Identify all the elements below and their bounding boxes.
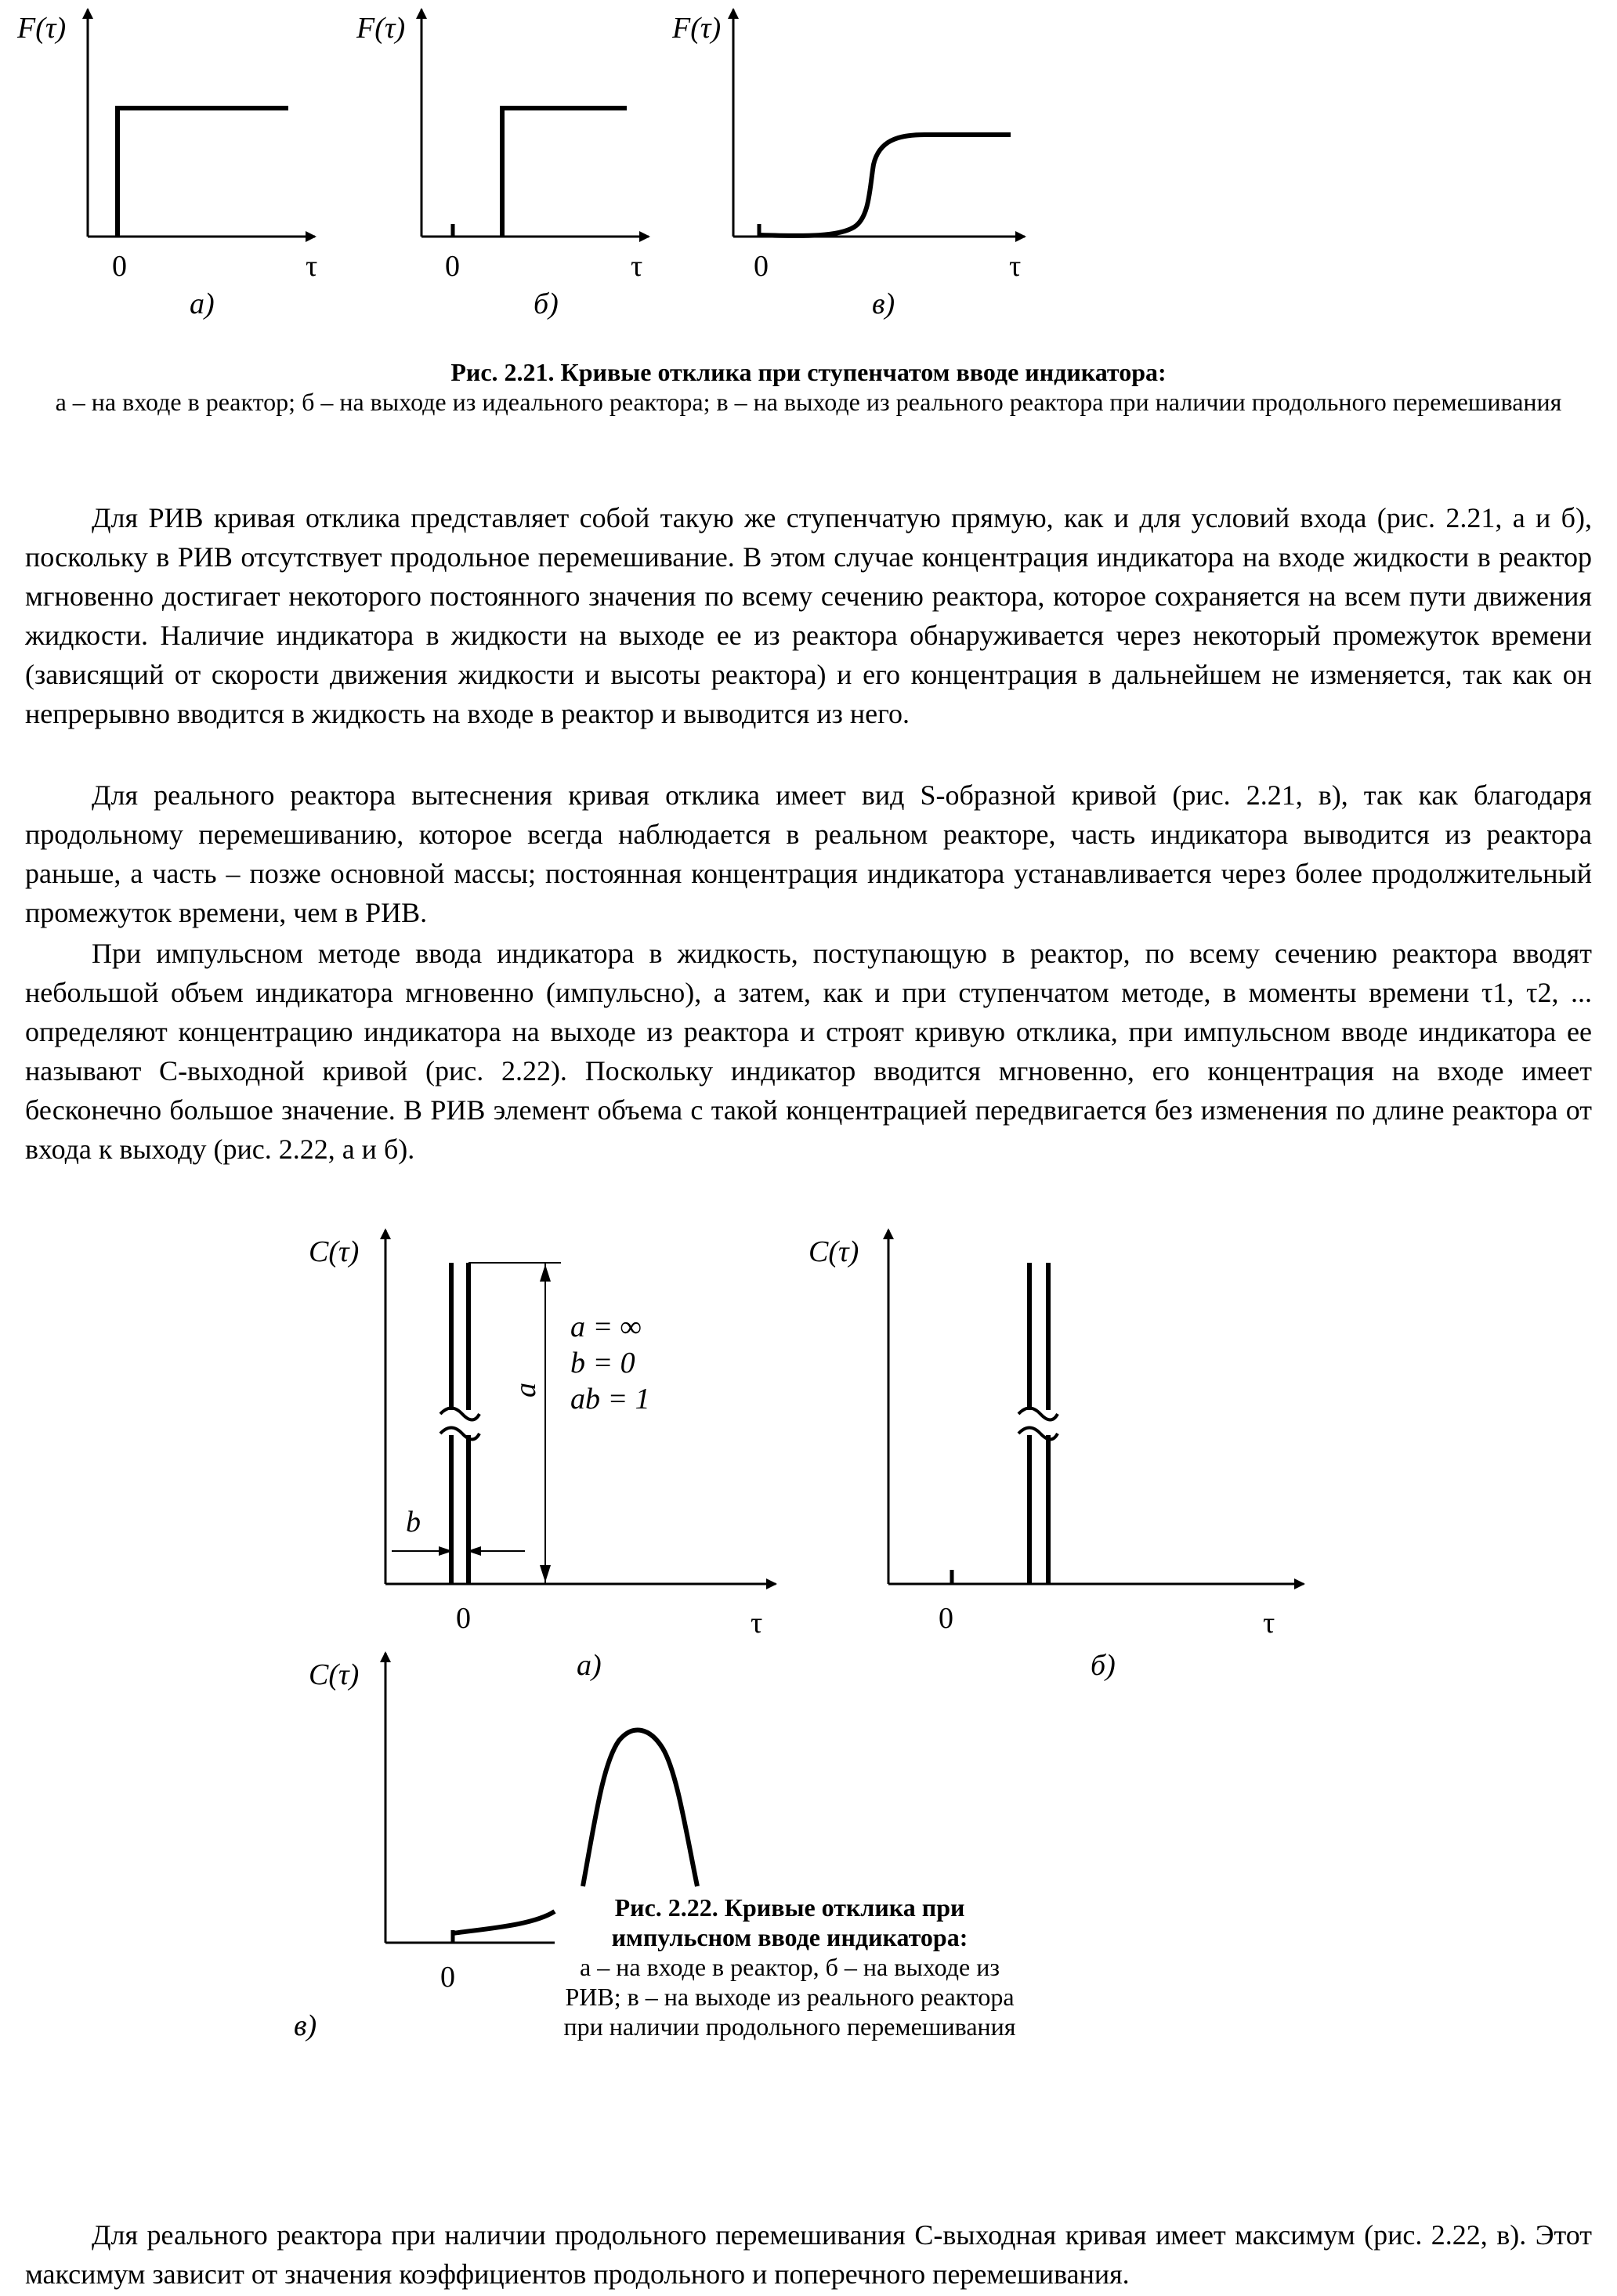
fig222-panel-c-label: в) <box>294 2009 317 2042</box>
fig222-a-dim-b-label: b <box>406 1506 421 1539</box>
fig222-caption-body: а – на входе в реактор, б – на выходе из РИВ; в – на выходе из реального реактора при наличии продольного перемешивания <box>563 1953 1016 2041</box>
fig221-a-origin: 0 <box>112 250 127 283</box>
fig222-eq-a-inf: a = ∞ <box>570 1311 642 1343</box>
fig222-eq-b-zero: b = 0 <box>570 1347 635 1379</box>
fig222-a-y-label: C(τ) <box>309 1235 360 1268</box>
fig222-caption <box>555 1893 1025 2041</box>
fig222-a-x-label: τ <box>751 1607 763 1640</box>
paragraph-3: При импульсном методе ввода индикатора в жидкость, поступающую в реактор, по всему сечению реактора вводят небольшой объем индикатора мгновенно (импульсно), а затем, как и при ступенчатом методе, в моменты времени τ1, τ2, ... определяют концентрацию индикатора на выходе из реактора и строят кривую отклика, при импульсном вводе индикатора ее называют C-выходной кривой (рис. 2.22). Поскольку индикатор вводится мгновенно, его концентрация на входе имеет бесконечно большое значение. В РИВ элемент объема с такой концентрацией передвигается без изменения по длине реактора от входа к выходу (рис. 2.22, а и б). <box>25 938 1592 1165</box>
fig221-panel-c-label: в) <box>872 287 895 320</box>
fig222-a-dim-a-label: a <box>509 1383 542 1397</box>
paragraph-1: Для РИВ кривая отклика представляет собой такую же ступенчатую прямую, как и для условий входа (рис. 2.21, а и б), поскольку в РИВ отсутствует продольное перемешивание. В этом случае концентрация индикатора на входе жидкости в реактор мгновенно достигает некоторого постоянного значения по всему сечению реактора, которое сохраняется на всем пути движения жидкости. Наличие индикатора в жидкости на выходе ее из реактора обнаруживается через некоторый промежуток времени (зависящий от скорости движения жидкости и высоты реактора) и его концентрация в дальнейшем не изменяется, так как он непрерывно вводится в жидкость на входе в реактор и выводится из него. <box>25 502 1592 729</box>
fig221-c-y-label: F(τ) <box>672 12 722 45</box>
fig222-caption-title: Рис. 2.22. Кривые отклика при импульсном вводе индикатора: <box>611 1893 968 1951</box>
fig222-b-y-label: C(τ) <box>808 1235 859 1268</box>
fig222-c-peak-curve <box>583 1730 697 1886</box>
fig222-panel-b-plot <box>808 1230 1304 1682</box>
fig221-panel-a-label: а) <box>190 287 215 320</box>
fig221-b-y-label: F(τ) <box>356 12 406 45</box>
fig221-b-x-label: τ <box>631 250 643 283</box>
fig221-caption-title: Рис. 2.21. Кривые отклика при ступенчатом вводе индикатора: <box>450 358 1167 386</box>
fig221-a-x-label: τ <box>306 250 318 283</box>
fig222-panel-a-plot <box>309 1230 776 1682</box>
fig222-c-origin: 0 <box>440 1961 455 1994</box>
fig221-b-origin: 0 <box>445 250 460 283</box>
fig222-a-origin: 0 <box>456 1602 471 1635</box>
fig222-eq-ab-one: ab = 1 <box>570 1383 650 1416</box>
fig222-panel-b-label: б) <box>1091 1649 1116 1682</box>
fig222-c-c-curve <box>453 1911 555 1933</box>
paragraph-4: Для реального реактора при наличии продольного перемешивания C-выходная кривая имеет максимум (рис. 2.22, в). Этот максимум зависит от значения коэффициентов продольного и поперечного перемешивания. <box>25 2219 1592 2290</box>
fig222-panel-a-label: а) <box>577 1649 602 1682</box>
fig222-c-y-label: C(τ) <box>309 1658 360 1691</box>
fig221-c-origin: 0 <box>754 250 769 283</box>
fig221-a-y-label: F(τ) <box>17 12 67 45</box>
fig222-b-origin: 0 <box>939 1602 953 1635</box>
fig221-c-x-label: τ <box>1009 250 1022 283</box>
fig222-b-x-label: τ <box>1263 1607 1275 1640</box>
paragraph-2: Для реального реактора вытеснения кривая отклика имеет вид S-образной кривой (рис. 2.21, в), так как благодаря продольному перемешиванию, которое всегда наблюдается в реальном реакторе, часть индикатора выводится из реактора раньше, а часть – позже основной массы; постоянная концентрация индикатора устанавливается через более продолжительный промежуток времени, чем в РИВ. <box>25 779 1592 928</box>
fig221-caption-body: а – на входе в реактор; б – на выходе из идеального реактора; в – на выходе из реального реактора при наличии продольного перемешивания <box>55 388 1562 416</box>
fig221-panel-b-label: б) <box>534 287 559 320</box>
